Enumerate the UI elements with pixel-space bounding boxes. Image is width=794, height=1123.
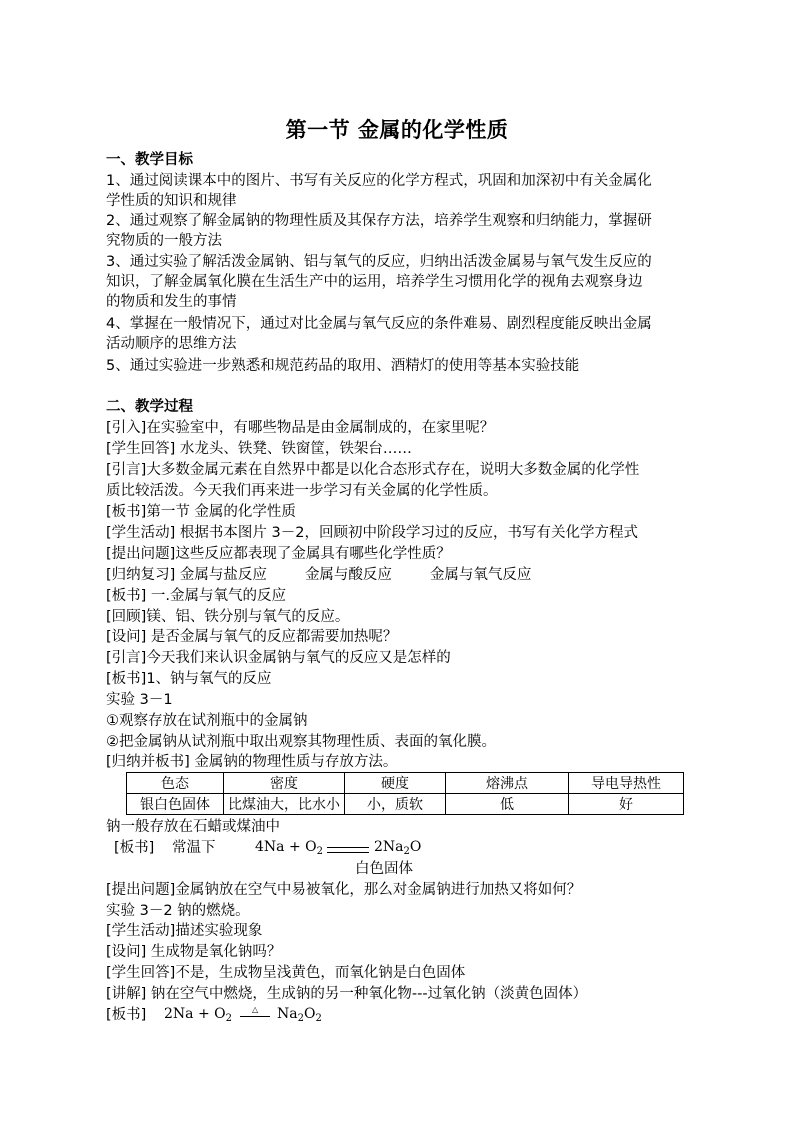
process-line: 实验 3－1 — [106, 692, 173, 708]
process-line: ②把金属钠从试剂瓶中取出观察其物理性质、表面的氧化膜。 — [106, 734, 496, 750]
goal-line: 4、掌握在一般情况下，通过对比金属与氧气反应的条件难易、剧烈程度能反映出金属 — [106, 316, 652, 332]
review-line — [106, 565, 531, 585]
process-line: ①观察存放在试剂瓶中的金属钠 — [106, 713, 308, 729]
equation-1-reactants: $4Na + O_2$ — [255, 839, 323, 857]
table-header-row — [127, 773, 684, 794]
table-header: 导电导热性 — [569, 773, 684, 794]
equation-1-product: $2Na_2O$ — [374, 839, 422, 857]
equation-2-arrow-line — [240, 1016, 270, 1017]
table-row — [127, 794, 684, 815]
goal-line: 究物质的一般方法 — [106, 233, 222, 249]
goal-line: 活动顺序的思维方法 — [106, 336, 237, 352]
table-cell: 好 — [569, 794, 684, 815]
process-line: [学生活动] 根据书本图片 3－2，回顾初中阶段学习过的反应，书写有关化学方程式 — [106, 525, 638, 541]
process-line: [板书]第一节 金属的化学性质 — [106, 504, 296, 520]
review-item-salt: [归纳复习] 金属与盐反应 — [106, 567, 267, 583]
goal-line: 3、通过实验了解活泼金属钠、铝与氧气的反应，归纳出活泼金属易与氧气发生反应的 — [106, 254, 652, 270]
goal-line: 学性质的知识和规律 — [106, 193, 237, 209]
equation-1-equals-sign — [327, 847, 369, 853]
process-line: [引言]大多数金属元素在自然界中都是以化合态形式存在，说明大多数金属的化学性 — [106, 462, 640, 478]
table-header: 硬度 — [345, 773, 446, 794]
heat-triangle-icon: △ — [252, 1005, 259, 1014]
equation-1-condition: 常温下 — [172, 840, 216, 856]
table-header: 密度 — [224, 773, 345, 794]
process-line: 实验 3－2 钠的燃烧。 — [106, 903, 250, 919]
table-cell: 低 — [446, 794, 569, 815]
goal-line: 1、通过阅读课本中的图片、书写有关反应的化学方程式，巩固和加深初中有关金属化 — [106, 173, 652, 189]
process-line: [引言]今天我们来认识金属钠与氧气的反应又是怎样的 — [106, 650, 451, 666]
process-line: [板书]1、钠与氧气的反应 — [106, 671, 272, 687]
process-line: [板书] 一.金属与氧气的反应 — [106, 588, 287, 604]
table-cell: 银白色固体 — [127, 794, 224, 815]
equation-1-note: 白色固体 — [355, 861, 413, 877]
review-item-acid: 金属与酸反应 — [304, 567, 392, 583]
process-line: [学生活动]描述实验现象 — [106, 923, 263, 939]
sodium-properties-table — [126, 772, 684, 815]
process-line: [设问] 生成物是氧化钠吗？ — [106, 944, 282, 960]
table-cell: 比煤油大，比水小 — [224, 794, 345, 815]
goal-line: 知识，了解金属氧化膜在生活生产中的运用，培养学生习惯用化学的视角去观察身边 — [106, 274, 643, 290]
process-line: 质比较活泼。今天我们再来进一步学习有关金属的化学性质。 — [106, 483, 498, 499]
equation-2-reactants: $2Na + O_2$ — [164, 1006, 232, 1024]
process-line: [提出问题]金属钠放在空气中易被氧化，那么对金属钠进行加热又将如何？ — [106, 882, 582, 898]
storage-line: 钠一般存放在石蜡或煤油中 — [106, 819, 280, 835]
table-header: 熔沸点 — [446, 773, 569, 794]
process-line: [学生回答] 水龙头、铁凳、铁窗筐，铁架台…… — [106, 441, 412, 457]
equation-2-product: $Na_2O_2$ — [277, 1006, 322, 1024]
review-item-oxygen: 金属与氧气反应 — [429, 567, 532, 583]
table-cell: 小，质软 — [345, 794, 446, 815]
section-heading-process: 二、教学过程 — [106, 399, 193, 415]
process-line: [提出问题]这些反应都表现了金属具有哪些化学性质？ — [106, 546, 451, 562]
process-line: [回顾]镁、铝、铁分别与氧气的反应。 — [106, 609, 350, 625]
goal-line: 的物质和发生的事情 — [106, 294, 237, 310]
process-line: [讲解] 钠在空气中燃烧，生成钠的另一种氧化物---过氧化钠（淡黄色固体） — [106, 986, 588, 1002]
page-title: 第一节 金属的化学性质 — [285, 118, 509, 142]
equation-2-label: [板书] — [106, 1007, 147, 1023]
section-heading-goals: 一、教学目标 — [106, 152, 193, 168]
goal-line: 5、通过实验进一步熟悉和规范药品的取用、酒精灯的使用等基本实验技能 — [106, 358, 580, 374]
process-line: [设问] 是否金属与氧气的反应都需要加热呢？ — [106, 629, 398, 645]
process-line: [归纳并板书] 金属钠的物理性质与存放方法。 — [106, 754, 398, 770]
equation-1-label: [板书] — [114, 840, 155, 856]
process-line: [学生回答]不是，生成物呈浅黄色，而氧化钠是白色固体 — [106, 965, 466, 981]
process-line: [引入]在实验室中，有哪些物品是由金属制成的，在家里呢？ — [106, 420, 495, 436]
table-header: 色态 — [127, 773, 224, 794]
goal-line: 2、通过观察了解金属钠的物理性质及其保存方法，培养学生观察和归纳能力，掌握研 — [106, 213, 652, 229]
